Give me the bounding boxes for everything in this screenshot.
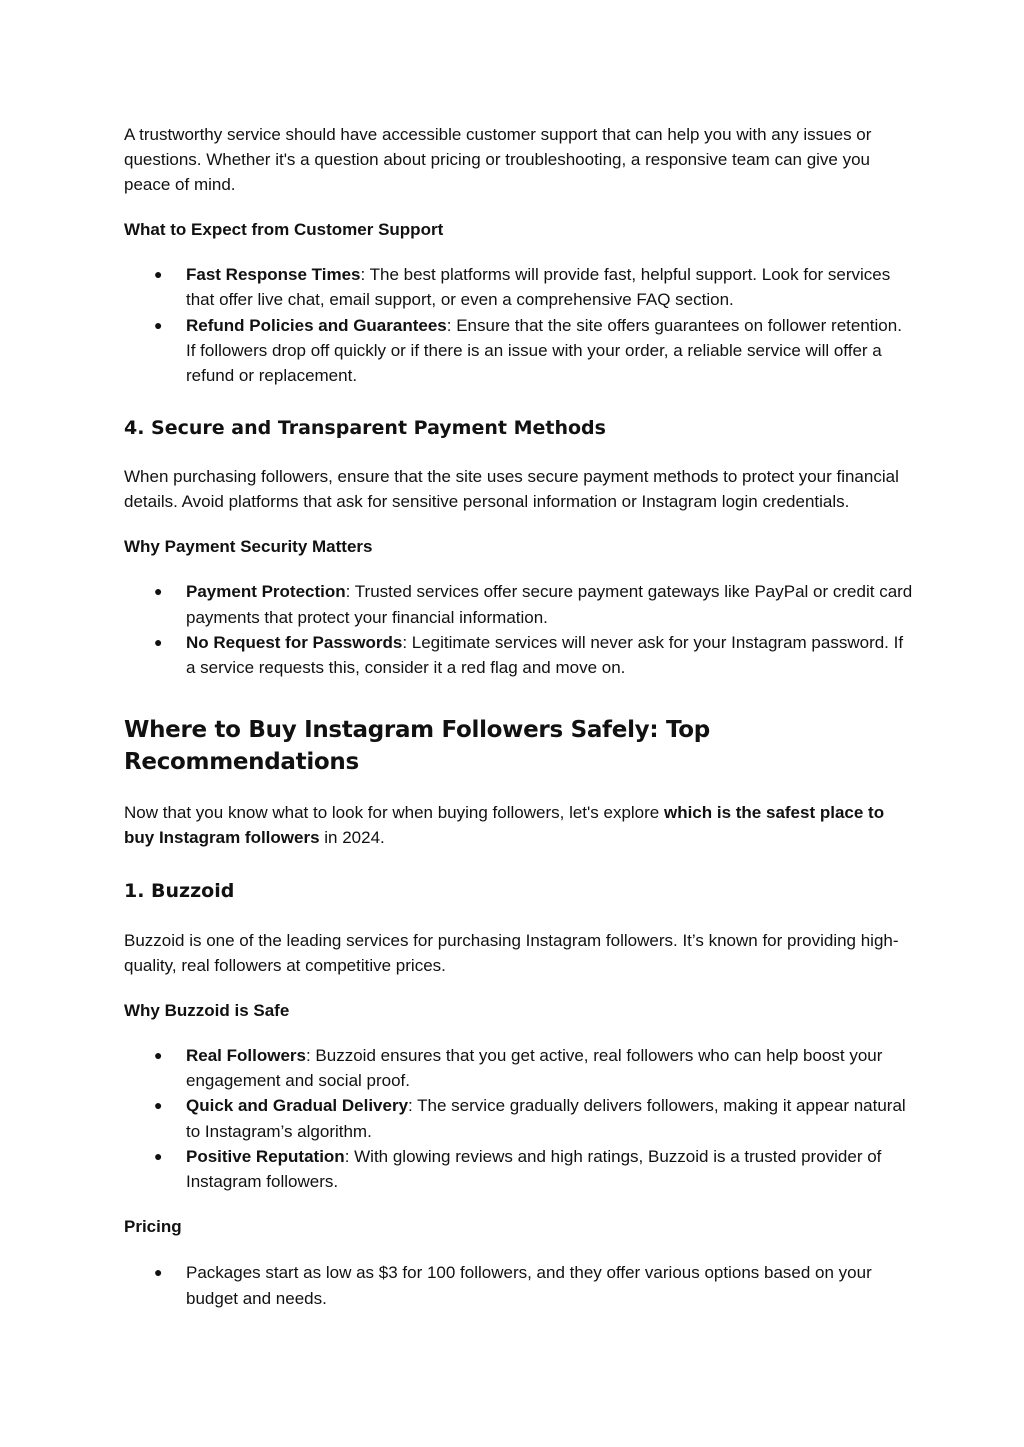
- list-item: ● Payment Protection: Trusted services offer secure payment gateways like PayPal or credit card payments that protect your financial information.: [124, 579, 914, 630]
- bullet-icon: ●: [154, 1147, 163, 1164]
- bullet-icon: ●: [154, 266, 163, 282]
- support-subheading: What to Expect from Customer Support: [124, 220, 444, 239]
- payment-list: [124, 579, 914, 680]
- bullet-icon: ●: [154, 1046, 163, 1063]
- bullet-icon: ●: [154, 1264, 163, 1281]
- buzzoid-heading: 1. Buzzoid: [124, 879, 235, 902]
- buzzoid-paragraph: Buzzoid is one of the leading services for purchasing Instagram followers. It’s known for providing high-quality, real followers at competitive prices.: [124, 930, 899, 975]
- document-page: [124, 122, 914, 1311]
- support-list: [124, 262, 914, 388]
- pricing-subheading: Pricing: [124, 1217, 182, 1237]
- buzzoid-safe-subheading: Why Buzzoid is Safe: [124, 1000, 290, 1020]
- payment-paragraph: When purchasing followers, ensure that the site uses secure payment methods to protect your financial details. Avoid platforms that ask for sensitive personal information or Instagram login credentials.: [124, 467, 899, 512]
- list-item: ● Fast Response Times: The best platforms will provide fast, helpful support. Look for services that offer live chat, email support, or even a comprehensive FAQ section.: [124, 262, 914, 313]
- intro-paragraph: A trustworthy service should have accessible customer support that can help you with any issues or questions. Whether it's a question about pricing or troubleshooting, a responsive team can give you peace of mind.: [124, 125, 872, 194]
- list-item: ● No Request for Passwords: Legitimate services will never ask for your Instagram password. If a service requests this, consider it a red flag and move on.: [124, 630, 914, 681]
- list-item: ● Positive Reputation: With glowing reviews and high ratings, Buzzoid is a trusted provider of Instagram followers.: [124, 1144, 914, 1195]
- bullet-icon: ●: [154, 583, 163, 600]
- payment-heading: 4. Secure and Transparent Payment Methods: [124, 417, 606, 440]
- where-paragraph: Now that you know what to look for when buying followers, let's explore which is the safest place to buy Instagram followers in 2024.: [124, 802, 885, 847]
- bullet-icon: ●: [154, 316, 163, 333]
- bullet-icon: ●: [154, 634, 163, 651]
- pricing-list: [124, 1260, 914, 1311]
- where-heading: Where to Buy Instagram Followers Safely: Top Recommendations: [124, 716, 710, 775]
- payment-subheading: Why Payment Security Matters: [124, 537, 373, 557]
- buzzoid-safe-list: [124, 1043, 914, 1195]
- list-item: ● Refund Policies and Guarantees: Ensure that the site offers guarantees on follower retention. If followers drop off quickly or if there is an issue with your order, a reliable service will offer a refund or replacement.: [124, 313, 914, 389]
- list-item: ● Quick and Gradual Delivery: The service gradually delivers followers, making it appear natural to Instagram’s algorithm.: [124, 1093, 914, 1144]
- list-item: ● Packages start as low as $3 for 100 followers, and they offer various options based on your budget and needs.: [124, 1260, 914, 1311]
- bullet-icon: ●: [154, 1097, 163, 1114]
- list-item: ● Real Followers: Buzzoid ensures that you get active, real followers who can help boost your engagement and social proof.: [124, 1043, 914, 1094]
